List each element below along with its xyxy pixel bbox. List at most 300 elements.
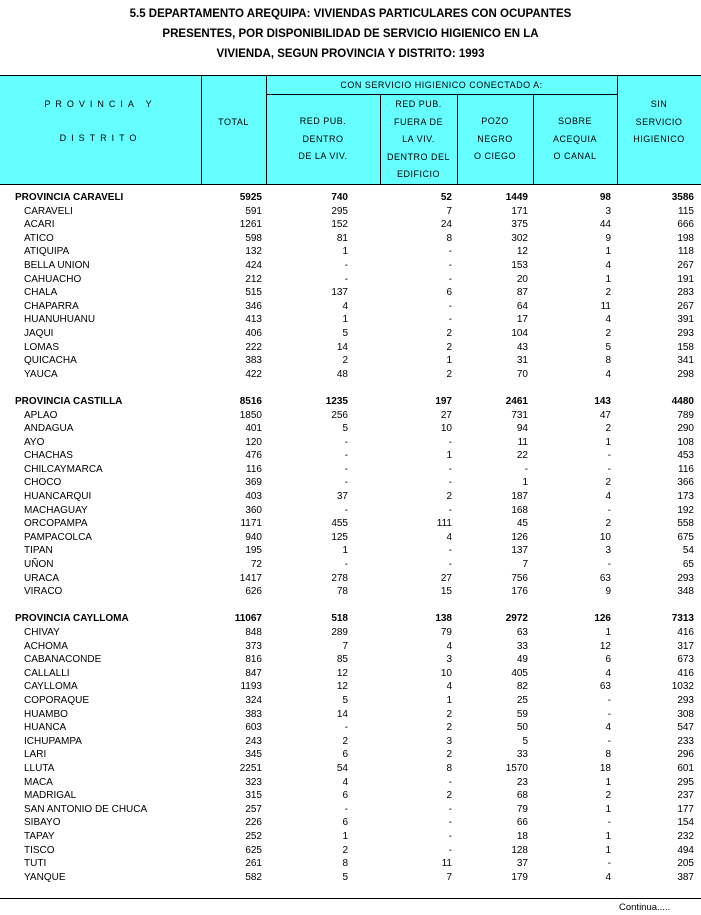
row-name: TAPAY bbox=[24, 830, 55, 842]
row-value: - bbox=[607, 463, 611, 475]
row-value: 132 bbox=[245, 246, 262, 258]
row-value: 10 bbox=[440, 667, 452, 679]
row-value: 2251 bbox=[239, 762, 262, 774]
row-value: 293 bbox=[677, 694, 694, 706]
row-value: - bbox=[448, 545, 452, 557]
row-value: 375 bbox=[511, 219, 528, 231]
row-name: ICHUPAMPA bbox=[24, 735, 82, 747]
row-value: 673 bbox=[677, 654, 694, 666]
row-value: 341 bbox=[677, 355, 694, 367]
row-value: 1 bbox=[605, 776, 611, 788]
row-value: 2 bbox=[605, 518, 611, 530]
row-value: 598 bbox=[245, 232, 262, 244]
row-value: 128 bbox=[511, 844, 528, 856]
row-value: 940 bbox=[245, 531, 262, 543]
row-value: 4 bbox=[446, 640, 452, 652]
row-value: 18 bbox=[599, 762, 611, 774]
row-value: 87 bbox=[516, 287, 528, 299]
row-name: CAHUACHO bbox=[24, 273, 82, 285]
row-value: 289 bbox=[331, 627, 348, 638]
district-row bbox=[0, 572, 701, 586]
row-name: APLAO bbox=[24, 409, 58, 421]
row-name: YANQUE bbox=[24, 871, 66, 883]
row-value: 27 bbox=[440, 409, 452, 421]
row-value: 453 bbox=[677, 450, 694, 462]
header-sub-rule bbox=[266, 94, 617, 95]
row-name: ATIQUIPA bbox=[24, 246, 70, 258]
row-value: 308 bbox=[677, 708, 694, 720]
row-value: 5 bbox=[342, 871, 348, 883]
row-value: 591 bbox=[245, 205, 262, 217]
row-value: 116 bbox=[678, 463, 694, 475]
row-value: 2461 bbox=[505, 395, 528, 407]
row-value: 369 bbox=[245, 477, 262, 489]
row-name: MACHAGUAY bbox=[24, 504, 88, 516]
district-row bbox=[0, 762, 701, 776]
row-value: 20 bbox=[516, 273, 528, 285]
row-name: ANDAGUA bbox=[24, 423, 74, 435]
row-value: 1449 bbox=[505, 192, 528, 203]
row-value: 1 bbox=[446, 355, 452, 367]
table-body bbox=[0, 191, 701, 884]
row-value: 4 bbox=[605, 871, 611, 883]
district-row bbox=[0, 422, 701, 436]
header-bottom-rule bbox=[0, 184, 701, 185]
row-value: 323 bbox=[245, 776, 262, 788]
row-value: 2 bbox=[446, 708, 452, 720]
row-value: 295 bbox=[331, 205, 348, 217]
row-value: 3 bbox=[446, 654, 452, 666]
row-value: 8 bbox=[342, 858, 348, 870]
row-value: 2 bbox=[342, 355, 348, 367]
header-provincia: PROVINCIA Y bbox=[44, 99, 157, 109]
row-value: - bbox=[448, 559, 452, 571]
row-value: 11 bbox=[517, 436, 528, 448]
row-name: QUICACHA bbox=[24, 355, 77, 367]
row-value: 33 bbox=[516, 640, 528, 652]
row-value: 212 bbox=[245, 273, 262, 285]
row-name: COPORAQUE bbox=[24, 694, 90, 706]
row-value: 401 bbox=[245, 423, 262, 435]
group-spacer bbox=[0, 599, 701, 613]
row-value: - bbox=[448, 830, 452, 842]
row-value: 94 bbox=[516, 423, 528, 435]
row-value: 2 bbox=[446, 722, 452, 734]
row-value: 11 bbox=[600, 300, 611, 312]
row-value: 403 bbox=[245, 491, 262, 503]
row-name: CHAPARRA bbox=[24, 300, 79, 312]
row-value: 2 bbox=[605, 790, 611, 802]
row-name: LOMAS bbox=[24, 341, 60, 353]
province-row bbox=[0, 395, 701, 409]
row-value: 2 bbox=[342, 844, 348, 856]
row-value: 81 bbox=[336, 232, 348, 244]
row-value: - bbox=[344, 450, 348, 462]
row-value: 2 bbox=[342, 735, 348, 747]
row-name: SIBAYO bbox=[24, 817, 61, 829]
row-value: 2 bbox=[446, 327, 452, 339]
row-name: JAQUI bbox=[24, 327, 54, 339]
row-value: 1193 bbox=[240, 681, 262, 693]
district-row bbox=[0, 259, 701, 273]
row-value: 70 bbox=[516, 368, 528, 380]
row-value: 816 bbox=[245, 654, 262, 666]
row-value: 283 bbox=[677, 287, 694, 299]
row-name: PROVINCIA CAYLLOMA bbox=[15, 613, 129, 625]
district-row bbox=[0, 735, 701, 749]
row-name: HUAMBO bbox=[24, 708, 68, 720]
row-value: 143 bbox=[594, 395, 611, 407]
row-value: 168 bbox=[511, 504, 528, 516]
row-value: 4 bbox=[446, 531, 452, 543]
row-name: PROVINCIA CASTILLA bbox=[15, 395, 123, 407]
row-name: MADRIGAL bbox=[24, 790, 77, 802]
row-value: 1261 bbox=[239, 219, 262, 231]
row-value: 3 bbox=[605, 545, 611, 557]
row-value: 666 bbox=[677, 219, 694, 231]
row-value: 5925 bbox=[239, 192, 262, 203]
row-value: 153 bbox=[511, 259, 528, 271]
row-value: 298 bbox=[677, 368, 694, 380]
row-value: 116 bbox=[246, 463, 262, 475]
row-name: UÑON bbox=[24, 559, 54, 571]
row-value: - bbox=[607, 708, 611, 720]
row-value: 7 bbox=[446, 205, 452, 217]
row-value: 476 bbox=[245, 450, 262, 462]
row-value: 383 bbox=[245, 355, 262, 367]
row-value: 1417 bbox=[239, 572, 262, 584]
row-value: 72 bbox=[250, 559, 262, 571]
row-value: 176 bbox=[511, 586, 528, 598]
district-row bbox=[0, 354, 701, 368]
row-value: 158 bbox=[677, 341, 694, 353]
row-value: 154 bbox=[677, 817, 694, 829]
row-value: 137 bbox=[511, 545, 528, 557]
row-value: 366 bbox=[677, 477, 694, 489]
row-value: 267 bbox=[677, 259, 694, 271]
row-value: 1570 bbox=[505, 762, 528, 774]
row-value: 192 bbox=[677, 504, 694, 516]
header-red-dentro: RED PUB. DENTRO DE LA VIV. bbox=[298, 116, 348, 161]
row-value: 1 bbox=[605, 273, 611, 285]
row-value: 302 bbox=[511, 232, 528, 244]
row-value: - bbox=[448, 463, 452, 475]
row-value: 267 bbox=[677, 300, 694, 312]
row-value: 2 bbox=[446, 341, 452, 353]
district-row bbox=[0, 232, 701, 246]
district-row bbox=[0, 626, 701, 640]
district-row bbox=[0, 789, 701, 803]
row-value: 847 bbox=[245, 667, 262, 679]
row-value: 422 bbox=[245, 368, 262, 380]
row-value: 17 bbox=[516, 314, 528, 326]
row-value: 31 bbox=[516, 355, 528, 367]
row-value: 494 bbox=[677, 844, 694, 856]
row-value: 44 bbox=[599, 219, 611, 231]
row-value: - bbox=[524, 463, 528, 475]
district-row bbox=[0, 504, 701, 518]
row-value: 4 bbox=[605, 259, 611, 271]
row-value: 118 bbox=[678, 246, 694, 258]
row-value: 5 bbox=[342, 694, 348, 706]
row-value: 424 bbox=[245, 259, 262, 271]
row-value: - bbox=[607, 559, 611, 571]
row-value: 64 bbox=[516, 300, 528, 312]
continua-note: Continua..... bbox=[619, 902, 671, 913]
row-value: 125 bbox=[331, 531, 348, 543]
row-value: 582 bbox=[245, 871, 262, 883]
row-value: 256 bbox=[331, 409, 348, 421]
district-row bbox=[0, 313, 701, 327]
row-value: - bbox=[344, 273, 348, 285]
district-row bbox=[0, 776, 701, 790]
row-value: 5 bbox=[522, 735, 528, 747]
row-value: 1 bbox=[342, 545, 348, 557]
row-value: 33 bbox=[516, 749, 528, 761]
row-value: 14 bbox=[336, 708, 348, 720]
district-row bbox=[0, 640, 701, 654]
row-value: 5 bbox=[605, 341, 611, 353]
row-value: 10 bbox=[440, 423, 452, 435]
row-value: - bbox=[448, 477, 452, 489]
row-value: 1 bbox=[342, 246, 348, 258]
row-value: - bbox=[344, 722, 348, 734]
row-value: 295 bbox=[677, 776, 694, 788]
row-name: TISCO bbox=[24, 844, 55, 856]
row-value: 515 bbox=[245, 287, 262, 299]
row-value: 6 bbox=[342, 749, 348, 761]
row-value: 360 bbox=[245, 504, 262, 516]
row-value: 8 bbox=[605, 749, 611, 761]
title-line-3: VIVIENDA, SEGUN PROVINCIA Y DISTRITO: 1993 bbox=[216, 48, 485, 60]
district-row bbox=[0, 286, 701, 300]
row-value: 416 bbox=[677, 667, 694, 679]
row-value: 2 bbox=[446, 749, 452, 761]
row-value: 222 bbox=[245, 341, 262, 353]
row-value: 293 bbox=[677, 572, 694, 584]
row-value: - bbox=[448, 504, 452, 516]
row-value: 98 bbox=[599, 192, 611, 203]
row-value: 152 bbox=[331, 219, 348, 231]
row-value: 37 bbox=[336, 491, 348, 503]
row-name: LARI bbox=[24, 749, 47, 761]
row-value: - bbox=[607, 735, 611, 747]
row-value: - bbox=[448, 436, 452, 448]
row-value: 6 bbox=[342, 790, 348, 802]
row-value: 6 bbox=[446, 287, 452, 299]
row-value: 24 bbox=[440, 219, 452, 231]
row-value: 345 bbox=[245, 749, 262, 761]
row-value: 66 bbox=[516, 817, 528, 829]
row-name: ORCOPAMPA bbox=[24, 518, 88, 530]
row-name: ATICO bbox=[24, 232, 54, 244]
row-value: 138 bbox=[435, 613, 452, 625]
district-row bbox=[0, 830, 701, 844]
row-value: 4 bbox=[342, 300, 348, 312]
row-value: 348 bbox=[677, 586, 694, 598]
row-value: 2 bbox=[446, 368, 452, 380]
row-value: - bbox=[344, 559, 348, 571]
district-row bbox=[0, 585, 701, 599]
row-value: 4 bbox=[605, 368, 611, 380]
district-row bbox=[0, 245, 701, 259]
row-value: - bbox=[448, 314, 452, 326]
row-value: 111 bbox=[436, 518, 452, 530]
row-name: BELLA UNION bbox=[24, 259, 90, 271]
row-value: 11067 bbox=[234, 613, 262, 625]
row-name: HUANCA bbox=[24, 722, 67, 734]
row-value: 1 bbox=[446, 694, 452, 706]
row-value: 8 bbox=[446, 762, 452, 774]
row-value: 1 bbox=[522, 477, 528, 489]
table-header bbox=[0, 76, 701, 184]
district-row bbox=[0, 721, 701, 735]
row-name: LLUTA bbox=[24, 762, 55, 774]
province-row bbox=[0, 191, 701, 205]
row-value: - bbox=[448, 246, 452, 258]
row-value: 37 bbox=[516, 858, 528, 870]
row-value: 4 bbox=[342, 776, 348, 788]
row-name: ACARI bbox=[24, 219, 55, 231]
row-value: 4 bbox=[605, 722, 611, 734]
row-value: 1850 bbox=[239, 409, 262, 421]
row-name: PAMPACOLCA bbox=[24, 531, 92, 543]
row-value: 2 bbox=[605, 477, 611, 489]
row-value: - bbox=[344, 436, 348, 448]
row-value: - bbox=[344, 259, 348, 271]
row-value: 2972 bbox=[505, 613, 528, 625]
row-value: 4 bbox=[605, 314, 611, 326]
row-value: 1 bbox=[342, 314, 348, 326]
row-value: 79 bbox=[440, 627, 452, 638]
row-value: 675 bbox=[677, 531, 694, 543]
row-value: 54 bbox=[682, 545, 694, 557]
district-row bbox=[0, 748, 701, 762]
district-row bbox=[0, 857, 701, 871]
row-value: 104 bbox=[511, 327, 528, 339]
row-value: 1 bbox=[605, 830, 611, 842]
row-name: AYO bbox=[24, 436, 45, 448]
row-value: 406 bbox=[245, 327, 262, 339]
group-spacer bbox=[0, 381, 701, 395]
row-value: 179 bbox=[511, 871, 528, 883]
district-row bbox=[0, 218, 701, 232]
row-value: 50 bbox=[516, 722, 528, 734]
row-name: VIRACO bbox=[24, 586, 63, 598]
row-value: - bbox=[344, 504, 348, 516]
row-value: - bbox=[607, 817, 611, 829]
row-value: - bbox=[344, 477, 348, 489]
row-value: 7 bbox=[522, 559, 528, 571]
row-value: 261 bbox=[245, 858, 262, 870]
row-value: 4 bbox=[605, 491, 611, 503]
row-value: 740 bbox=[331, 192, 348, 203]
row-value: 47 bbox=[599, 409, 611, 421]
row-value: 79 bbox=[516, 803, 528, 815]
row-value: 4 bbox=[605, 667, 611, 679]
row-value: 2 bbox=[605, 423, 611, 435]
header-pozo: POZO NEGRO O CIEGO bbox=[473, 116, 516, 161]
row-value: 373 bbox=[245, 640, 262, 652]
row-value: 82 bbox=[516, 681, 528, 693]
row-value: 48 bbox=[336, 368, 348, 380]
row-value: 1 bbox=[605, 844, 611, 856]
district-row bbox=[0, 667, 701, 681]
row-name: CHALA bbox=[24, 287, 58, 299]
row-value: 848 bbox=[245, 627, 262, 638]
row-value: 315 bbox=[245, 790, 262, 802]
district-row bbox=[0, 368, 701, 382]
row-value: 11 bbox=[441, 858, 452, 870]
row-value: 14 bbox=[336, 341, 348, 353]
district-row bbox=[0, 205, 701, 219]
row-value: 226 bbox=[245, 817, 262, 829]
row-value: 558 bbox=[677, 518, 694, 530]
row-value: 8 bbox=[446, 232, 452, 244]
header-total: TOTAL bbox=[218, 117, 249, 127]
row-value: 290 bbox=[677, 423, 694, 435]
row-value: - bbox=[448, 273, 452, 285]
row-value: 2 bbox=[605, 327, 611, 339]
row-value: 63 bbox=[599, 572, 611, 584]
row-value: 2 bbox=[605, 287, 611, 299]
row-value: 108 bbox=[677, 436, 694, 448]
row-value: 205 bbox=[677, 858, 694, 870]
district-row bbox=[0, 708, 701, 722]
row-value: 63 bbox=[599, 681, 611, 693]
district-row bbox=[0, 544, 701, 558]
row-value: 198 bbox=[677, 232, 694, 244]
row-value: 23 bbox=[516, 776, 528, 788]
row-value: 391 bbox=[677, 314, 694, 326]
row-value: 416 bbox=[677, 627, 694, 638]
row-value: 3 bbox=[605, 205, 611, 217]
row-value: 137 bbox=[331, 287, 348, 299]
row-value: 49 bbox=[516, 654, 528, 666]
row-name: CHOCO bbox=[24, 477, 62, 489]
row-value: 1171 bbox=[240, 518, 262, 530]
row-name: TUTI bbox=[24, 858, 47, 870]
row-value: 603 bbox=[245, 722, 262, 734]
row-value: 237 bbox=[677, 790, 694, 802]
row-value: 7 bbox=[446, 871, 452, 883]
row-value: 54 bbox=[336, 762, 348, 774]
row-value: - bbox=[448, 817, 452, 829]
row-value: 25 bbox=[516, 694, 528, 706]
row-name: SAN ANTONIO DE CHUCA bbox=[24, 803, 148, 815]
row-value: 9 bbox=[605, 586, 611, 598]
row-value: 1 bbox=[605, 436, 611, 448]
row-value: 68 bbox=[516, 790, 528, 802]
row-value: 173 bbox=[677, 491, 694, 503]
district-row bbox=[0, 341, 701, 355]
row-value: 789 bbox=[677, 409, 694, 421]
row-value: - bbox=[344, 803, 348, 815]
row-value: 383 bbox=[245, 708, 262, 720]
row-value: 405 bbox=[511, 667, 528, 679]
row-value: 518 bbox=[331, 613, 348, 625]
district-row bbox=[0, 517, 701, 531]
row-value: 756 bbox=[511, 572, 528, 584]
row-value: 85 bbox=[336, 654, 348, 666]
district-row bbox=[0, 680, 701, 694]
row-value: 233 bbox=[677, 735, 694, 747]
row-value: - bbox=[607, 858, 611, 870]
district-row bbox=[0, 463, 701, 477]
row-value: 52 bbox=[440, 192, 452, 203]
row-value: 252 bbox=[245, 830, 262, 842]
row-name: MACA bbox=[24, 776, 53, 788]
